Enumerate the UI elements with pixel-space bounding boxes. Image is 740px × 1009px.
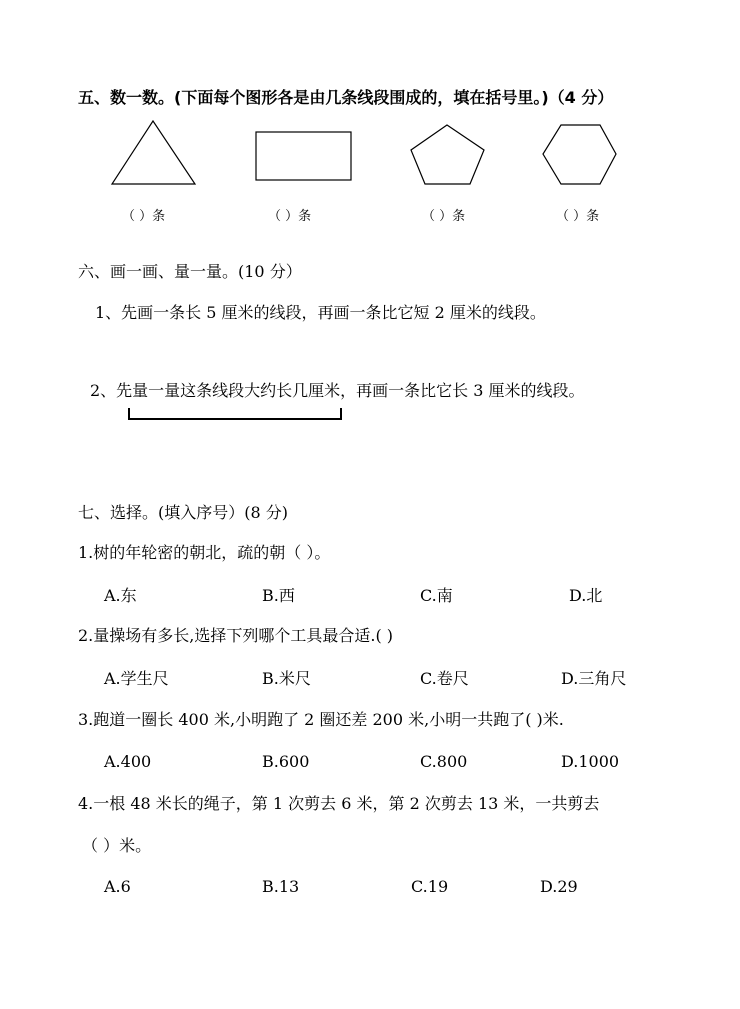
measure-segment: [128, 408, 342, 420]
section6-question-2: 2、先量一量这条线段大约长几厘米，再画一条比它长 3 厘米的线段。: [90, 381, 585, 400]
triangle-icon: [112, 121, 195, 184]
answer-blank-pentagon[interactable]: （ ）条: [422, 209, 466, 224]
section6-heading: 六、画一画、量一量。(10 分）: [78, 262, 302, 281]
question-4-option-b[interactable]: B.13: [262, 877, 300, 896]
question-2-option-a[interactable]: A.学生尺: [104, 669, 169, 688]
rectangle-icon: [256, 132, 351, 180]
question-2-option-d[interactable]: D.三角尺: [561, 669, 627, 688]
answer-blank-triangle[interactable]: （ ）条: [122, 209, 166, 224]
pentagon-icon: [411, 125, 484, 184]
question-1-option-c[interactable]: C.南: [420, 586, 453, 605]
question-4-option-c[interactable]: C.19: [411, 877, 449, 896]
section7-heading: 七、选择。(填入序号）(8 分): [78, 503, 288, 522]
question-1-option-d[interactable]: D.北: [569, 586, 603, 605]
answer-blank-rectangle[interactable]: （ ）条: [268, 209, 312, 224]
question-4-text-cont: （ ）米。: [82, 836, 152, 855]
question-2-option-c[interactable]: C.卷尺: [420, 669, 469, 688]
question-1-option-a[interactable]: A.东: [104, 586, 137, 605]
question-3-option-c[interactable]: C.800: [420, 752, 468, 771]
question-4-text: 4.一根 48 米长的绳子，第 1 次剪去 6 米，第 2 次剪去 13 米，一共剪去: [78, 794, 600, 813]
question-4-option-a[interactable]: A.6: [104, 877, 131, 896]
question-1-option-b[interactable]: B.西: [262, 586, 295, 605]
section6-question-1: 1、先画一条长 5 厘米的线段，再画一条比它短 2 厘米的线段。: [95, 303, 546, 322]
question-3-text: 3.跑道一圈长 400 米,小明跑了 2 圈还差 200 米,小明一共跑了( )米.: [78, 710, 564, 729]
question-1-text: 1.树的年轮密的朝北，疏的朝（ ）。: [78, 543, 331, 562]
hexagon-icon: [543, 125, 616, 184]
answer-blank-hexagon[interactable]: （ ）条: [556, 209, 600, 224]
section5-heading: 五、数一数。(下面每个图形各是由几条线段围成的，填在括号里。)（4 分）: [78, 88, 614, 107]
question-3-option-d[interactable]: D.1000: [561, 752, 620, 771]
question-3-option-b[interactable]: B.600: [262, 752, 310, 771]
question-4-option-d[interactable]: D.29: [540, 877, 578, 896]
question-2-option-b[interactable]: B.米尺: [262, 669, 311, 688]
question-3-option-a[interactable]: A.400: [104, 752, 152, 771]
question-2-text: 2.量操场有多长,选择下列哪个工具最合适.( ): [78, 626, 394, 645]
